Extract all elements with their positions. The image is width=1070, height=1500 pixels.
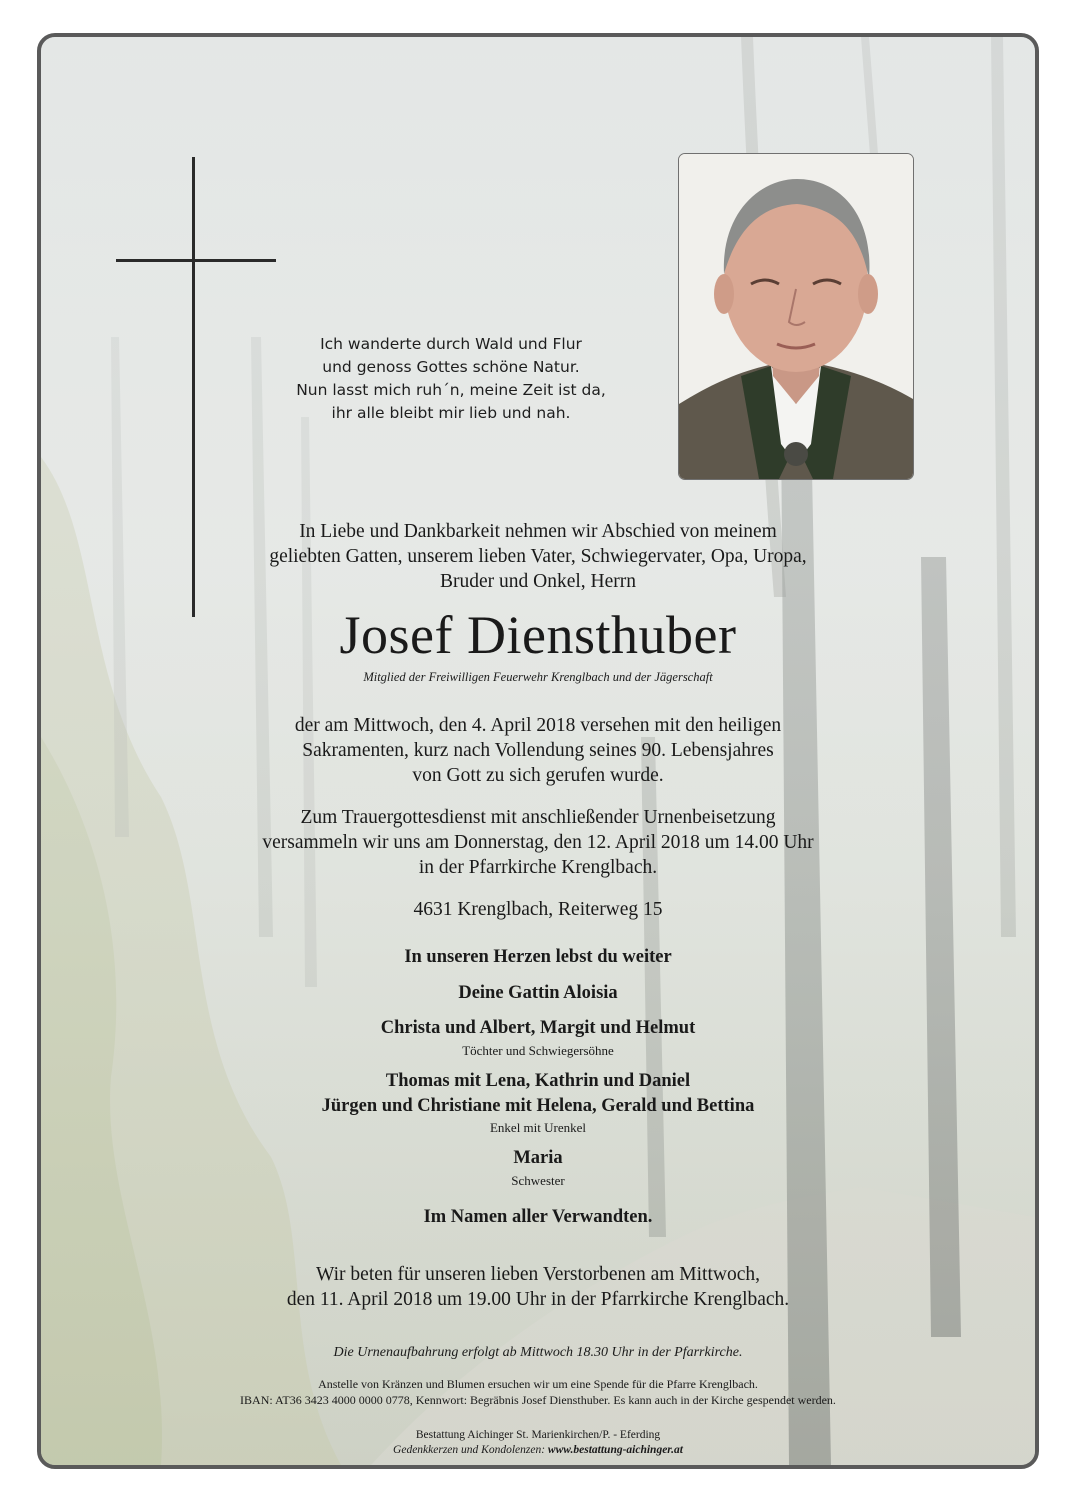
service-line: Zum Trauergottesdienst mit anschließender Urnenbeisetzung [300, 807, 776, 828]
death-notice-line: Sakramenten, kurz nach Vollendung seines 90. Lebensjahres [302, 740, 774, 761]
donation-info [41, 1376, 1035, 1408]
mourner-sister: Maria [513, 1148, 563, 1168]
mourner-daughters: Christa und Albert, Margit und Helmut [380, 1018, 696, 1038]
website-label: Gedenkkerzen und Kondolenzen: [393, 1444, 546, 1456]
donation-line: IBAN: AT36 3423 4000 0000 0778, Kennwort: Begräbnis Josef Diensthuber. Es kann auch in der Kirche gespendet werden. [240, 1393, 836, 1407]
prayer-line: den 11. April 2018 um 19.00 Uhr in der Pfarrkirche Krenglbach. [286, 1289, 790, 1310]
website-link[interactable]: www.bestattung-aichinger.at [547, 1444, 683, 1456]
grandchildren-caption: Enkel mit Urenkel [489, 1120, 587, 1135]
farewell-intro [41, 519, 1035, 594]
deceased-portrait-photo [678, 153, 914, 480]
prayer-info [41, 1262, 1035, 1312]
sister-caption: Schwester [511, 1173, 565, 1188]
mourner-grandchildren-1: Thomas mit Lena, Kathrin und Daniel [385, 1071, 691, 1091]
urn-viewing-note: Die Urnenaufbahrung erfolgt ab Mittwoch 18.30 Uhr in der Pfarrkirche. [333, 1345, 743, 1360]
prayer-line: Wir beten für unseren lieben Verstorbenen am Mittwoch, [316, 1264, 760, 1285]
family-address: 4631 Krenglbach, Reiterweg 15 [413, 899, 663, 920]
poem-line: ihr alle bleibt mir lieb und nah. [331, 404, 571, 422]
undertaker-name: Bestattung Aichinger St. Marienkirchen/P. - Eferding [415, 1429, 661, 1441]
mourner-wife: Deine Gattin Aloisia [458, 983, 618, 1003]
footer [41, 1428, 1035, 1458]
poem-line: Ich wanderte durch Wald und Flur [320, 335, 582, 353]
service-line: versammeln wir uns am Donnerstag, den 12. April 2018 um 14.00 Uhr [262, 832, 814, 853]
funeral-service-info [41, 805, 1035, 880]
intro-line: Bruder und Onkel, Herrn [439, 571, 637, 592]
donation-line: Anstelle von Kränzen und Blumen ersuchen wir um eine Spende für die Pfarre Krenglbach. [318, 1377, 758, 1391]
intro-line: In Liebe und Dankbarkeit nehmen wir Abschied von meinem [299, 521, 777, 542]
death-notice [41, 713, 1035, 788]
service-line: in der Pfarrkirche Krenglbach. [418, 857, 658, 878]
memorial-poem [281, 333, 621, 425]
poem-line: und genoss Gottes schöne Natur. [322, 358, 580, 376]
mourner-grandchildren-2: Jürgen und Christiane mit Helena, Gerald und Bettina [321, 1096, 755, 1116]
condolence-info [41, 1443, 1035, 1458]
obituary-card [37, 33, 1039, 1469]
death-notice-line: von Gott zu sich gerufen wurde. [412, 765, 664, 786]
daughters-caption: Töchter und Schwiegersöhne [462, 1043, 614, 1058]
mourners-motto: In unseren Herzen lebst du weiter [404, 947, 672, 967]
relatives-line: Im Namen aller Verwandten. [423, 1207, 653, 1227]
death-notice-line: der am Mittwoch, den 4. April 2018 versehen mit den heiligen [294, 715, 782, 736]
deceased-name: Josef Diensthuber [339, 605, 737, 665]
poem-line: Nun lasst mich ruh´n, meine Zeit ist da, [296, 381, 606, 399]
intro-line: geliebten Gatten, unserem lieben Vater, Schwiegervater, Opa, Uropa, [269, 546, 807, 567]
deceased-affiliation: Mitglied der Freiwilligen Feuerwehr Krenglbach und der Jägerschaft [363, 670, 713, 684]
